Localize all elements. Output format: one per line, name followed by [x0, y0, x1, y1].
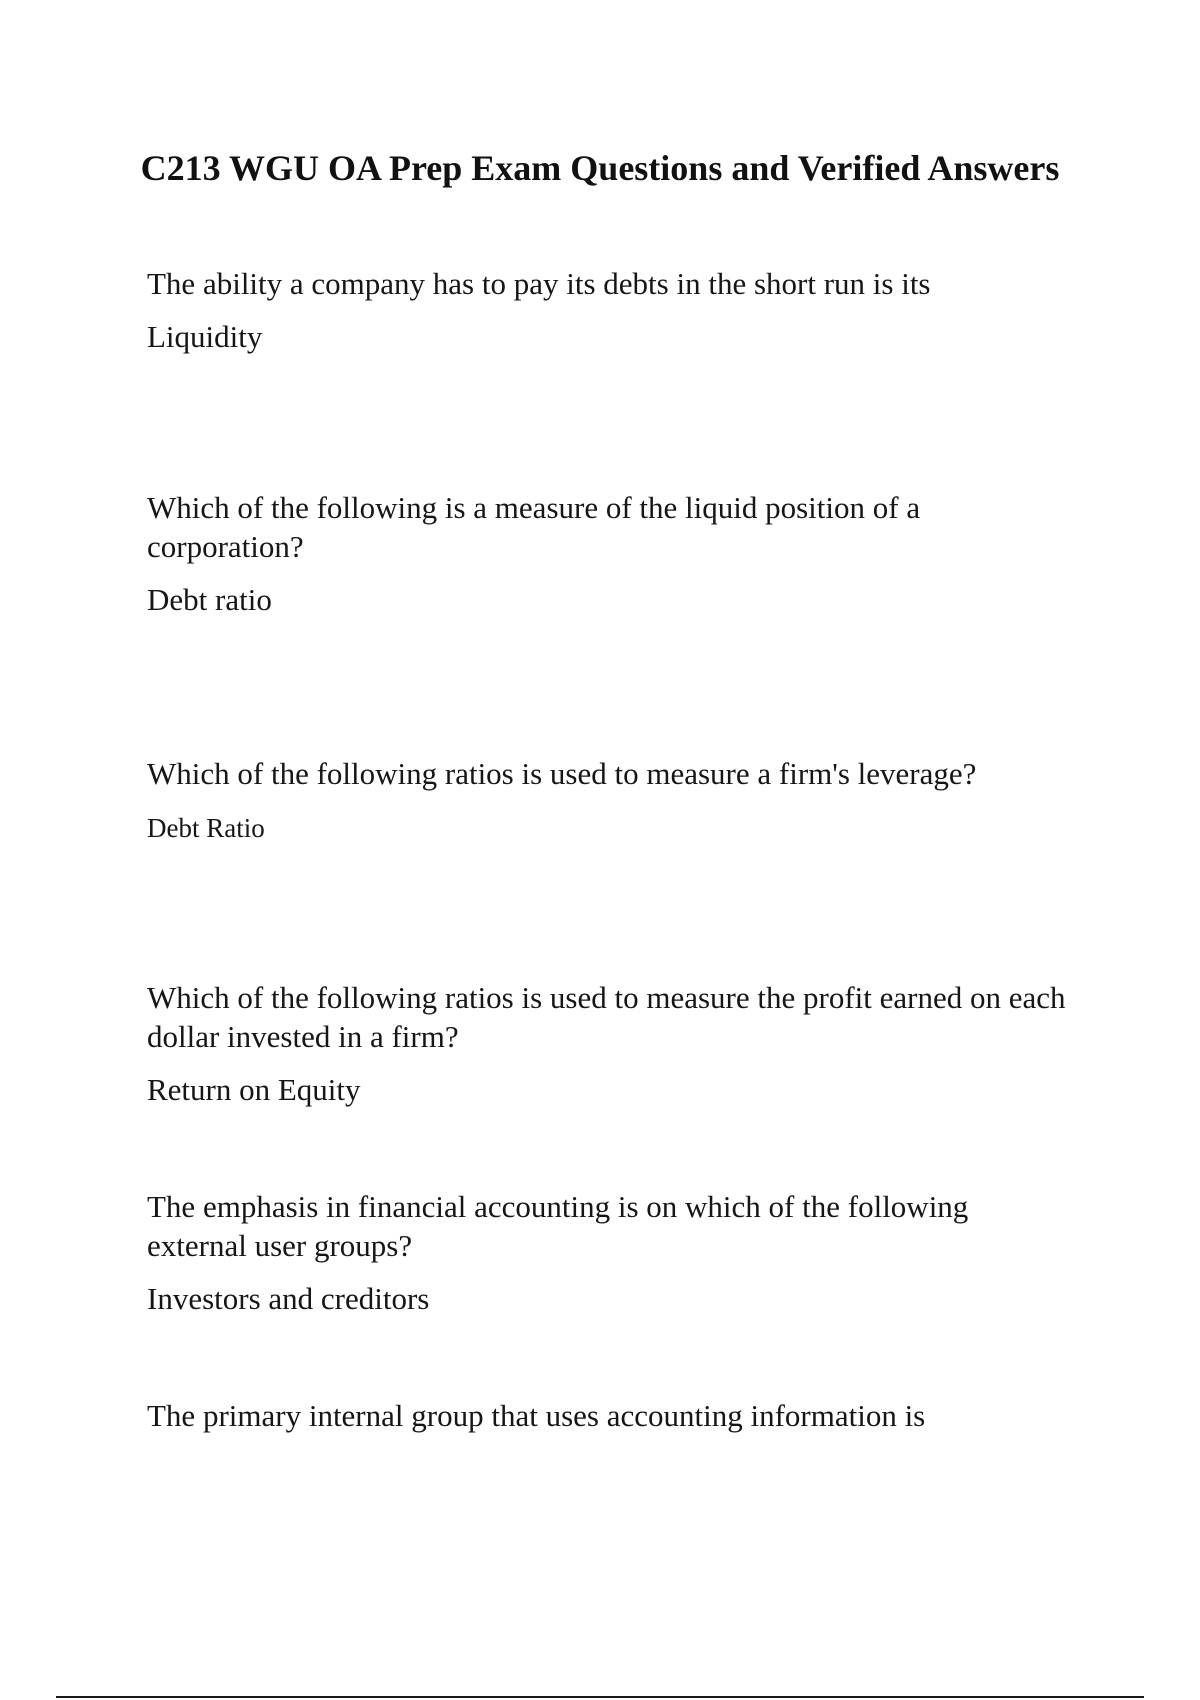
question-1: The ability a company has to pay its debts in the short run is its [147, 266, 931, 301]
question-5: The emphasis in financial accounting is on which of the following external user groups? [147, 1189, 969, 1263]
qa-item-4 [147, 978, 1067, 1109]
answer-2: Debt ratio [147, 582, 272, 617]
qa-item-3 [147, 754, 1067, 848]
question-3: Which of the following ratios is used to measure a firm's leverage? [147, 756, 977, 791]
qa-item-6 [147, 1396, 1067, 1435]
answer-4: Return on Equity [147, 1072, 361, 1107]
footer-divider [56, 1696, 1144, 1698]
qa-item-1 [147, 264, 1067, 356]
answer-3: Debt Ratio [147, 813, 265, 843]
answer-1: Liquidity [147, 319, 263, 354]
qa-item-2 [147, 488, 1067, 619]
question-4: Which of the following ratios is used to measure the profit earned on each dollar invested in a firm? [147, 980, 1066, 1054]
page-title: C213 WGU OA Prep Exam Questions and Verified Answers [140, 148, 1060, 188]
answer-5: Investors and creditors [147, 1281, 430, 1316]
question-2: Which of the following is a measure of the liquid position of a corporation? [147, 490, 921, 564]
question-6: The primary internal group that uses accounting information is [147, 1398, 926, 1433]
qa-item-5 [147, 1187, 1067, 1318]
